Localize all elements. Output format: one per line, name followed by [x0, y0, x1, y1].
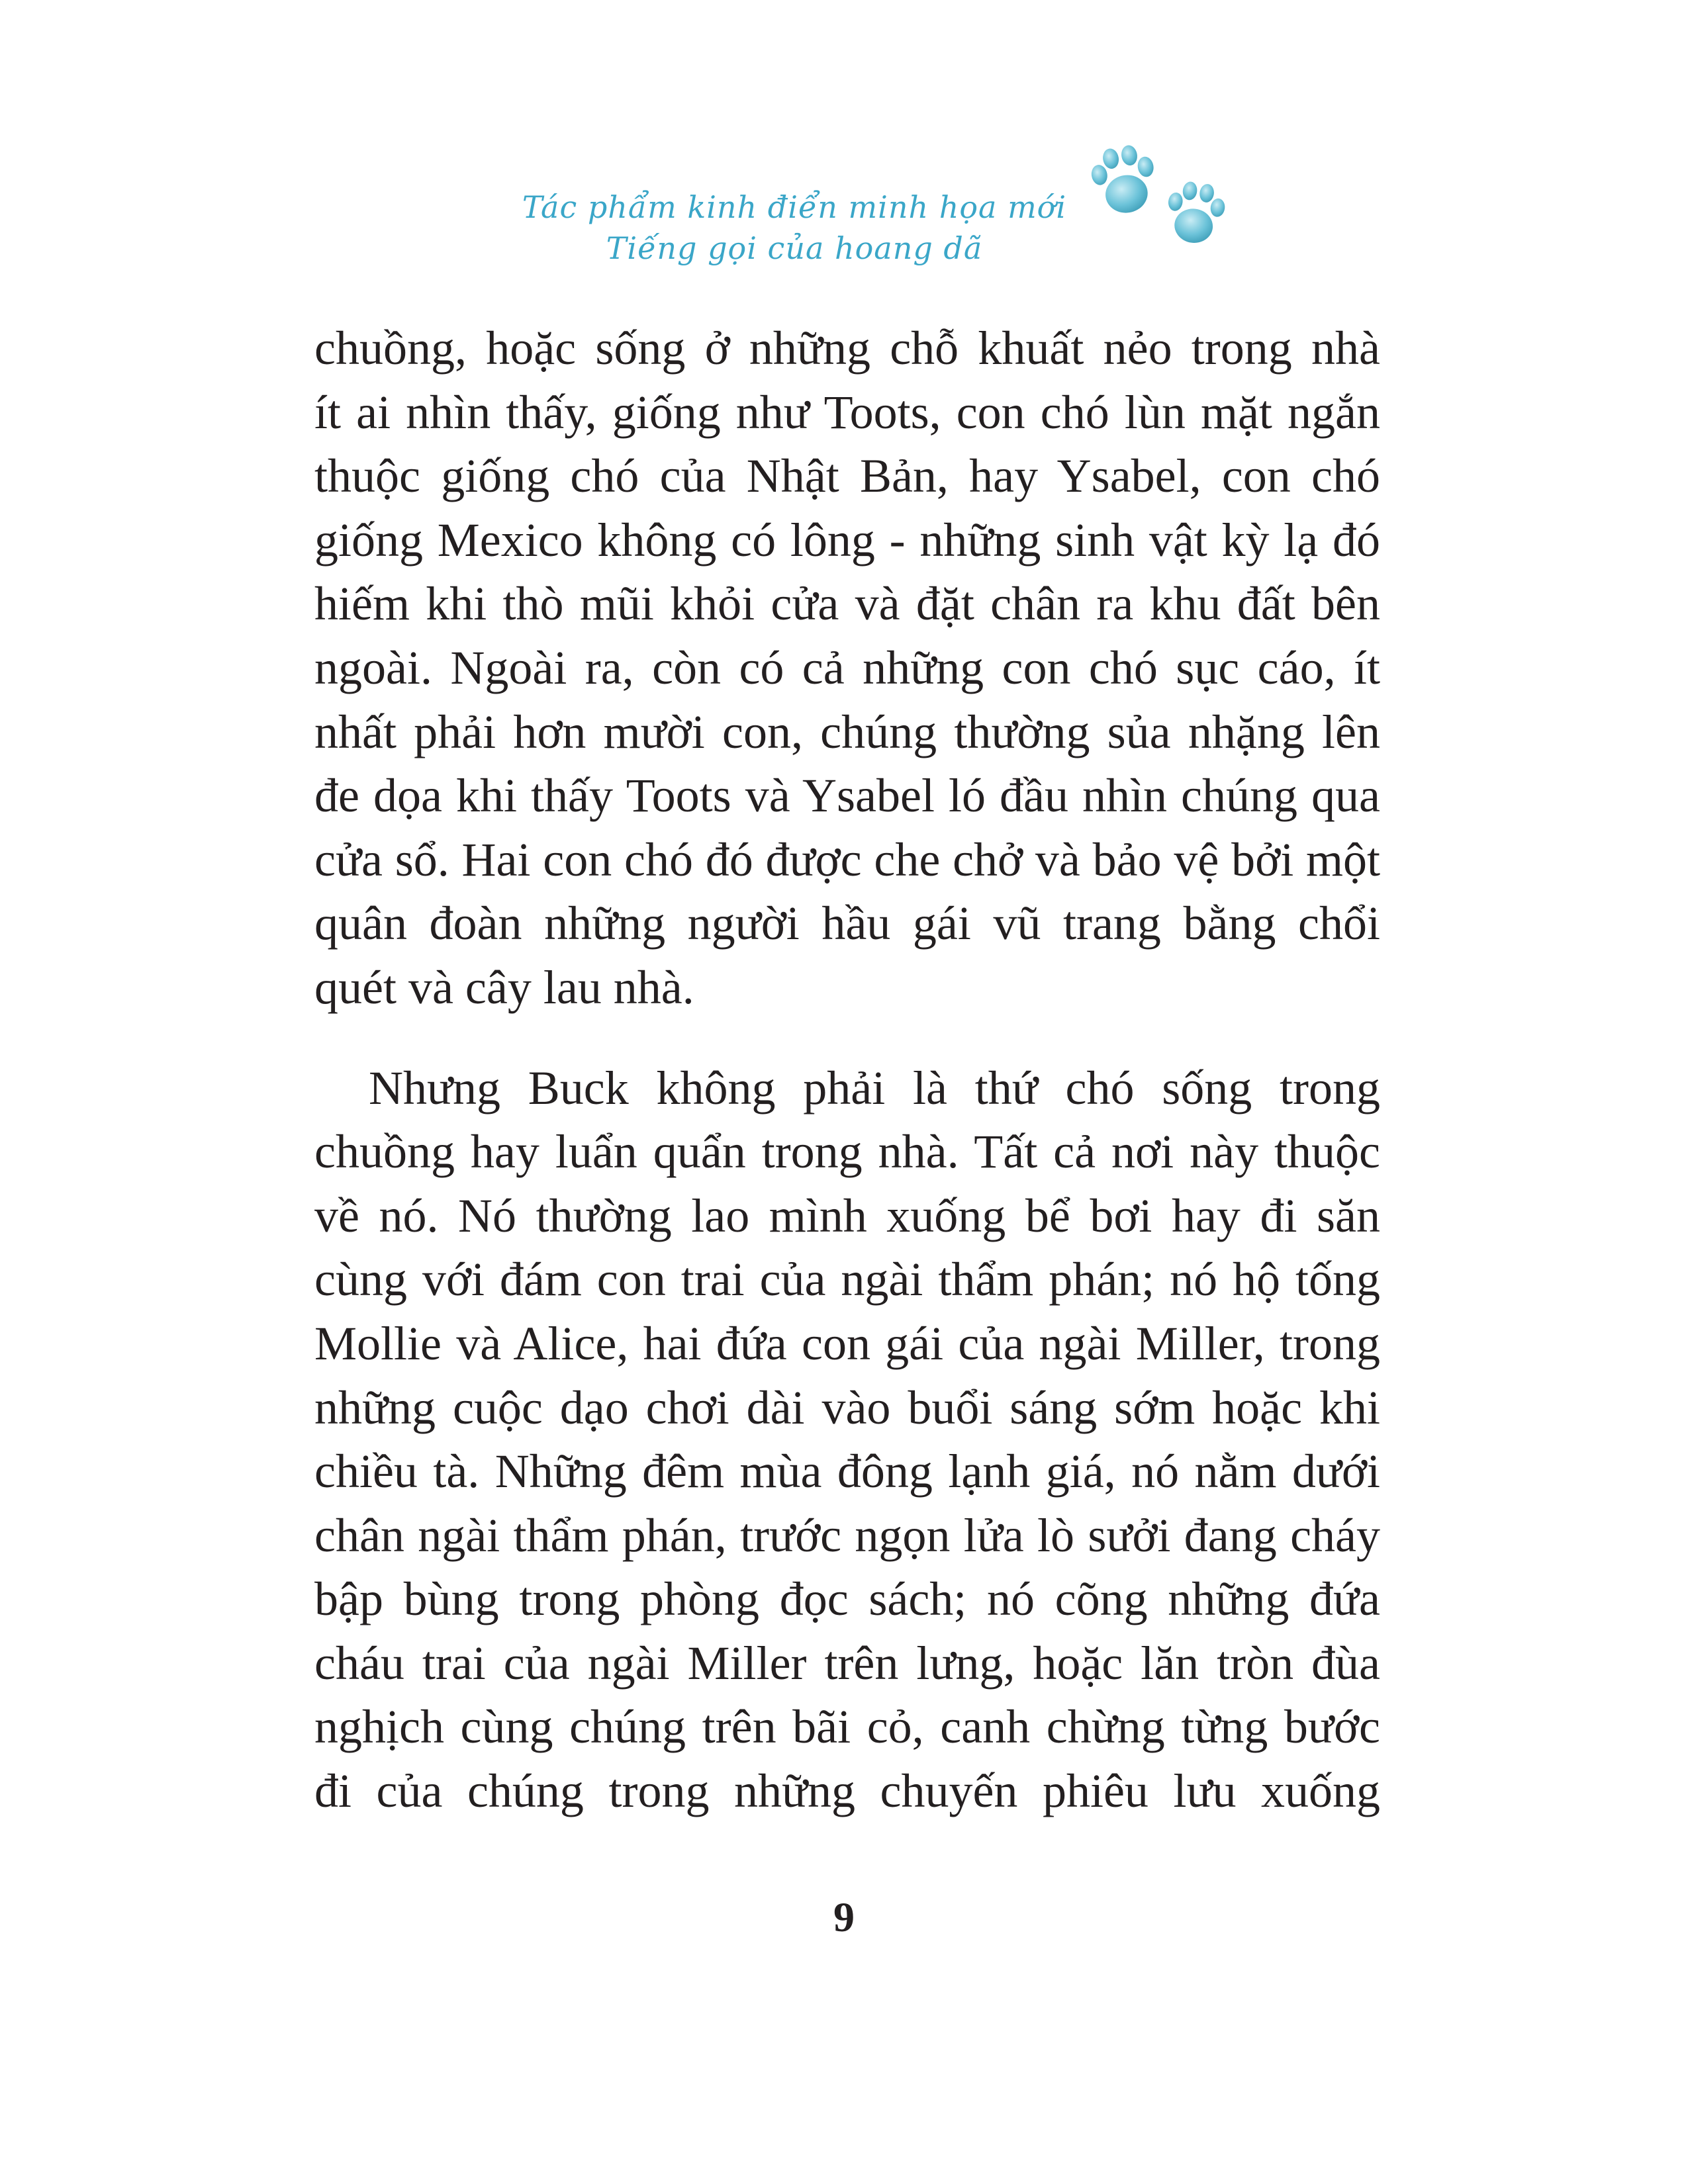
series-title: Tác phẩm kinh điển minh họa mới — [522, 189, 1067, 225]
text-line: thuộc giống chó của Nhật Bản, hay Ysabel, con chó — [314, 449, 1380, 503]
text-line: chân ngài thẩm phán, trước ngọn lửa lò sưởi đang cháy — [314, 1508, 1380, 1562]
text-line: cùng với đám con trai của ngài thẩm phán; nó hộ tống — [314, 1253, 1380, 1306]
text-line: bập bùng trong phòng đọc sách; nó cõng những đứa — [314, 1572, 1380, 1626]
text-line: ngoài. Ngoài ra, còn có cả những con chó sục cáo, ít — [314, 641, 1380, 694]
page-number: 9 — [833, 1893, 855, 1940]
text-line: cháu trai của ngài Miller trên lưng, hoặc lăn tròn đùa — [314, 1636, 1380, 1690]
text-line: nghịch cùng chúng trên bãi cỏ, canh chừng từng bước — [314, 1700, 1380, 1754]
text-line: quân đoàn những người hầu gái vũ trang bằng chổi — [314, 897, 1380, 950]
running-header — [463, 187, 1125, 269]
paw-print-icon — [1078, 130, 1171, 229]
text-line: đi của chúng trong những chuyến phiêu lưu xuống — [314, 1764, 1380, 1818]
book-title: Tiếng gọi của hoang dã — [606, 230, 983, 266]
paw-print-icon — [1154, 169, 1236, 256]
text-line: chiều tà. Những đêm mùa đông lạnh giá, nó nằm dưới — [314, 1445, 1380, 1498]
paragraph-1 — [314, 316, 1380, 1020]
text-line: giống Mexico không có lông - những sinh vật kỳ lạ đó — [314, 513, 1380, 567]
text-line: Nhưng Buck không phải là thứ chó sống trong — [369, 1061, 1380, 1115]
text-line: chuồng hay luẩn quẩn trong nhà. Tất cả nơi này thuộc — [314, 1125, 1380, 1179]
text-line: hiếm khi thò mũi khỏi cửa và đặt chân ra khu đất bên — [314, 577, 1380, 631]
text-line: Mollie và Alice, hai đứa con gái của ngài Miller, trong — [314, 1316, 1380, 1370]
text-line: cửa sổ. Hai con chó đó được che chở và bảo vệ bởi một — [314, 833, 1380, 886]
text-line: quét và cây lau nhà. — [314, 960, 694, 1014]
paragraph-2 — [314, 1056, 1380, 1823]
body-text — [314, 316, 1380, 1823]
text-line: về nó. Nó thường lao mình xuống bể bơi hay đi săn — [314, 1189, 1380, 1242]
text-line: đe dọa khi thấy Toots và Ysabel ló đầu nhìn chúng qua — [314, 769, 1380, 823]
text-line: những cuộc dạo chơi dài vào buổi sáng sớm hoặc khi — [314, 1381, 1380, 1434]
text-line: chuồng, hoặc sống ở những chỗ khuất nẻo trong nhà — [314, 322, 1380, 375]
text-line: nhất phải hơn mười con, chúng thường sủa nhặng lên — [314, 705, 1380, 758]
text-line: ít ai nhìn thấy, giống như Toots, con chó lùn mặt ngắn — [314, 385, 1380, 439]
